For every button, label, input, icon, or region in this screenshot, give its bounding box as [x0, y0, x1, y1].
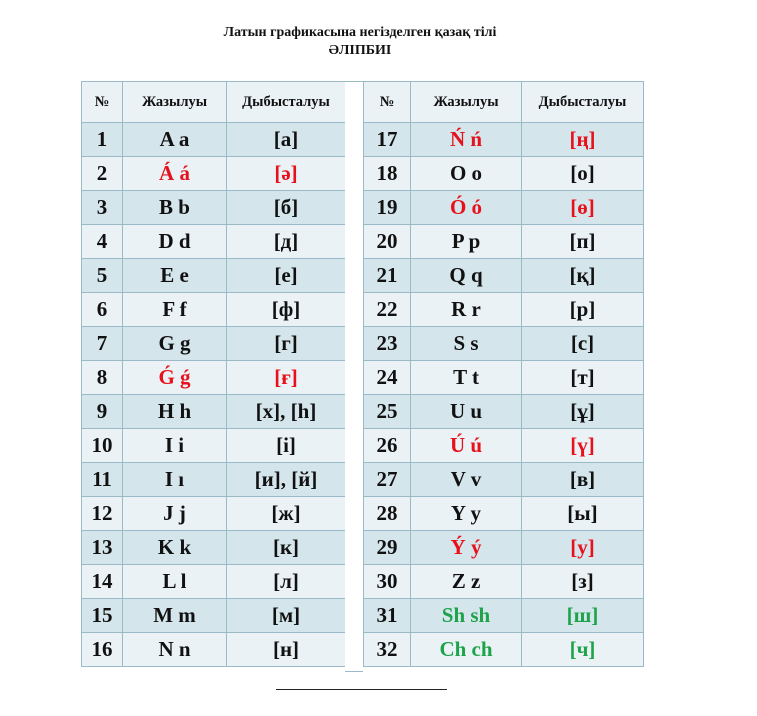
row-letter: A a: [123, 123, 227, 157]
row-letter: Ń ń: [411, 123, 522, 157]
table-row: [364, 225, 644, 259]
row-letter: R r: [411, 293, 522, 327]
table-row: [82, 497, 346, 531]
row-number: 13: [82, 531, 123, 565]
row-letter: Ó ó: [411, 191, 522, 225]
row-sound: [д]: [227, 225, 346, 259]
row-sound: [р]: [522, 293, 644, 327]
row-number: 22: [364, 293, 411, 327]
row-number: 24: [364, 361, 411, 395]
row-letter: V v: [411, 463, 522, 497]
table-row: [82, 463, 346, 497]
row-number: 28: [364, 497, 411, 531]
row-letter: Q q: [411, 259, 522, 293]
row-letter: Sh sh: [411, 599, 522, 633]
row-letter: P p: [411, 225, 522, 259]
row-letter: M m: [123, 599, 227, 633]
table-row: [364, 259, 644, 293]
row-letter: N n: [123, 633, 227, 667]
row-letter: Ý ý: [411, 531, 522, 565]
row-number: 11: [82, 463, 123, 497]
row-sound: [о]: [522, 157, 644, 191]
row-sound: [х], [h]: [227, 395, 346, 429]
row-sound: [з]: [522, 565, 644, 599]
table-row: [364, 361, 644, 395]
row-letter: I i: [123, 429, 227, 463]
row-sound: [ч]: [522, 633, 644, 667]
table-row: [364, 531, 644, 565]
row-sound: [л]: [227, 565, 346, 599]
row-sound: [н]: [227, 633, 346, 667]
row-sound: [а]: [227, 123, 346, 157]
row-sound: [в]: [522, 463, 644, 497]
alphabet-table-left: [81, 81, 346, 667]
row-sound: [т]: [522, 361, 644, 395]
row-sound: [к]: [227, 531, 346, 565]
row-sound: [қ]: [522, 259, 644, 293]
row-letter: F f: [123, 293, 227, 327]
table-row: [82, 395, 346, 429]
row-sound: [ф]: [227, 293, 346, 327]
row-number: 10: [82, 429, 123, 463]
row-sound: [ң]: [522, 123, 644, 157]
row-sound: [ө]: [522, 191, 644, 225]
row-sound: [ж]: [227, 497, 346, 531]
row-number: 20: [364, 225, 411, 259]
header-written: Жазылуы: [411, 82, 522, 123]
table-row: [364, 429, 644, 463]
row-sound: [ғ]: [227, 361, 346, 395]
row-number: 16: [82, 633, 123, 667]
document-title: Латын графикасына негізделген қазақ тілі: [223, 25, 497, 40]
header-number: №: [364, 82, 411, 123]
row-number: 19: [364, 191, 411, 225]
row-sound: [і]: [227, 429, 346, 463]
row-number: 23: [364, 327, 411, 361]
header-written: Жазылуы: [123, 82, 227, 123]
row-letter: Y y: [411, 497, 522, 531]
row-number: 5: [82, 259, 123, 293]
row-letter: Ch ch: [411, 633, 522, 667]
table-row: [82, 633, 346, 667]
row-number: 27: [364, 463, 411, 497]
row-letter: S s: [411, 327, 522, 361]
header-number: №: [82, 82, 123, 123]
row-sound: [б]: [227, 191, 346, 225]
row-number: 1: [82, 123, 123, 157]
row-number: 18: [364, 157, 411, 191]
table-row: [82, 565, 346, 599]
row-letter: Ǵ ǵ: [123, 361, 227, 395]
table-row: [364, 565, 644, 599]
row-number: 15: [82, 599, 123, 633]
row-sound: [е]: [227, 259, 346, 293]
table-row: [364, 599, 644, 633]
row-sound: [ы]: [522, 497, 644, 531]
row-letter: B b: [123, 191, 227, 225]
table-row: [82, 361, 346, 395]
row-number: 7: [82, 327, 123, 361]
row-number: 6: [82, 293, 123, 327]
table-header-row: [82, 82, 346, 123]
table-row: [82, 429, 346, 463]
table-row: [364, 395, 644, 429]
row-number: 21: [364, 259, 411, 293]
table-row: [364, 633, 644, 667]
row-number: 26: [364, 429, 411, 463]
table-row: [364, 463, 644, 497]
row-letter: G g: [123, 327, 227, 361]
row-number: 14: [82, 565, 123, 599]
table-row: [364, 157, 644, 191]
row-sound: [ш]: [522, 599, 644, 633]
table-header-row: [364, 82, 644, 123]
footer-divider: [276, 689, 447, 690]
row-sound: [п]: [522, 225, 644, 259]
row-sound: [ұ]: [522, 395, 644, 429]
row-sound: [ә]: [227, 157, 346, 191]
row-number: 30: [364, 565, 411, 599]
row-number: 2: [82, 157, 123, 191]
document-subtitle: ӘЛІПБИІ: [328, 43, 392, 58]
row-letter: Á á: [123, 157, 227, 191]
row-letter: U u: [411, 395, 522, 429]
table-row: [82, 531, 346, 565]
row-letter: I ı: [123, 463, 227, 497]
row-letter: Ú ú: [411, 429, 522, 463]
row-number: 31: [364, 599, 411, 633]
header-sound: Дыбысталуы: [227, 82, 346, 123]
table-row: [82, 157, 346, 191]
table-row: [364, 497, 644, 531]
row-letter: Z z: [411, 565, 522, 599]
row-number: 3: [82, 191, 123, 225]
row-sound: [г]: [227, 327, 346, 361]
row-number: 9: [82, 395, 123, 429]
row-sound: [с]: [522, 327, 644, 361]
row-letter: D d: [123, 225, 227, 259]
table-gap: [345, 81, 363, 672]
row-letter: E e: [123, 259, 227, 293]
row-letter: J j: [123, 497, 227, 531]
row-letter: L l: [123, 565, 227, 599]
table-row: [364, 293, 644, 327]
table-row: [364, 327, 644, 361]
header-sound: Дыбысталуы: [522, 82, 644, 123]
table-row: [364, 191, 644, 225]
row-letter: O o: [411, 157, 522, 191]
row-letter: H h: [123, 395, 227, 429]
table-row: [82, 259, 346, 293]
row-number: 17: [364, 123, 411, 157]
row-number: 25: [364, 395, 411, 429]
table-row: [82, 599, 346, 633]
row-sound: [у]: [522, 531, 644, 565]
row-number: 12: [82, 497, 123, 531]
row-sound: [м]: [227, 599, 346, 633]
row-sound: [и], [й]: [227, 463, 346, 497]
table-row: [82, 327, 346, 361]
row-number: 4: [82, 225, 123, 259]
row-number: 32: [364, 633, 411, 667]
table-row: [82, 123, 346, 157]
row-letter: K k: [123, 531, 227, 565]
row-sound: [ү]: [522, 429, 644, 463]
table-row: [82, 191, 346, 225]
alphabet-table-right: [363, 81, 644, 667]
row-number: 8: [82, 361, 123, 395]
table-row: [364, 123, 644, 157]
table-row: [82, 293, 346, 327]
table-row: [82, 225, 346, 259]
row-number: 29: [364, 531, 411, 565]
row-letter: T t: [411, 361, 522, 395]
